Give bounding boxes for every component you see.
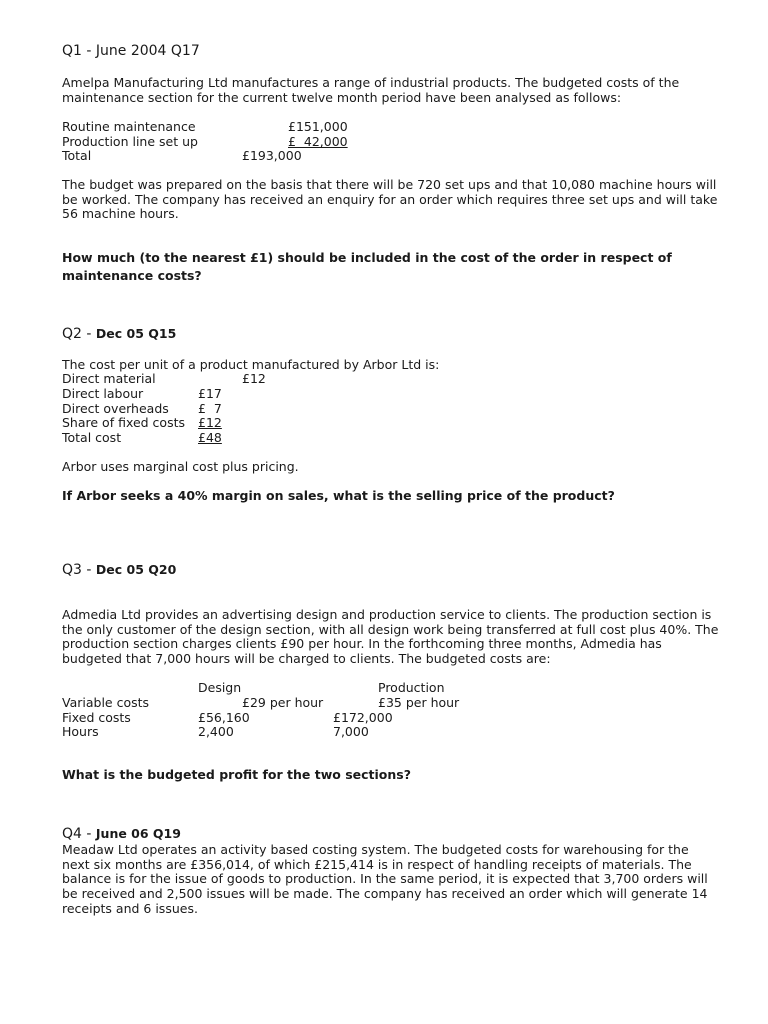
q1-budget-line-2: be worked. The company has received an enquiry for an order which requires three set ups and will take (62, 192, 718, 207)
q3-question: What is the budgeted profit for the two sections? (62, 767, 411, 782)
q3-row-production: £35 per hour (378, 695, 460, 710)
q1-row-label: Routine maintenance (62, 119, 196, 134)
q1-intro-line-1: Amelpa Manufacturing Ltd manufactures a range of industrial products. The budgeted costs of the (62, 75, 680, 90)
q4-body-line-3: balance is for the issue of goods to production. In the same period, it is expected that 3,700 orders will (62, 871, 708, 886)
q1-question-line-2: maintenance costs? (62, 268, 202, 283)
q3-heading-ref: Dec 05 Q20 (95, 562, 177, 577)
q1-row-value: £151,000 (288, 119, 348, 134)
q1-row-label: Production line set up (62, 134, 198, 149)
q1-heading: Q1 - June 2004 Q17 (62, 43, 200, 59)
q1-budget-line-1: The budget was prepared on the basis that there will be 720 set ups and that 10,080 machine hours will (62, 177, 717, 192)
q3-heading (62, 563, 176, 578)
q4-body-line-4: be received and 2,500 issues will be made. The company has received an order which will generate 14 (62, 886, 708, 901)
q1-row-value: £193,000 (242, 148, 302, 163)
q2-row-label: Total cost (62, 430, 122, 445)
q3-col-production: Production (378, 680, 445, 695)
q1-row-value: £ 42,000 (288, 134, 348, 149)
q2-heading-prefix: Q2 - (62, 326, 96, 342)
q2-row-value: £17 (198, 386, 222, 401)
q3-col-design: Design (198, 680, 242, 695)
q3-intro-line-2: the only customer of the design section, with all design work being transferred at full cost plus 40%. The (62, 622, 719, 637)
q4-body-line-5: receipts and 6 issues. (62, 901, 198, 916)
q3-intro-line-3: production section charges clients £90 per hour. In the forthcoming three months, Admedia has (62, 636, 662, 651)
q3-row-label: Variable costs (62, 695, 150, 710)
q3-heading-prefix: Q3 - (62, 562, 96, 578)
q4-heading-prefix: Q4 - (62, 826, 96, 842)
q2-heading-ref: Dec 05 Q15 (95, 326, 177, 341)
q1-question-line-1: How much (to the nearest £1) should be included in the cost of the order in respect of (62, 250, 672, 265)
q3-row-design: £56,160 (198, 710, 250, 725)
q3-row-design: 2,400 (198, 724, 234, 739)
q3-row-production: £172,000 (333, 710, 393, 725)
q2-row-value: £48 (198, 430, 222, 445)
q2-row-label: Direct material (62, 371, 156, 386)
q1-budget-line-3: 56 machine hours. (62, 206, 179, 221)
q3-row-design: £29 per hour (242, 695, 324, 710)
q3-intro-line-1: Admedia Ltd provides an advertising design and production service to clients. The production section is (62, 607, 712, 622)
q2-row-value: £12 (198, 415, 222, 430)
q2-question: If Arbor seeks a 40% margin on sales, what is the selling price of the product? (62, 488, 615, 503)
q1-intro-line-2: maintenance section for the current twelve month period have been analysed as follows: (62, 90, 622, 105)
q2-intro: The cost per unit of a product manufactured by Arbor Ltd is: (62, 357, 440, 372)
q2-pricing-note: Arbor uses marginal cost plus pricing. (62, 459, 299, 474)
q4-body-line-2: next six months are £356,014, of which £215,414 is in respect of handling receipts of materials. The (62, 857, 692, 872)
q3-row-label: Hours (62, 724, 99, 739)
q2-heading (62, 327, 176, 342)
q2-row-label: Share of fixed costs (62, 415, 185, 430)
q3-intro-line-4: budgeted that 7,000 hours will be charged to clients. The budgeted costs are: (62, 651, 551, 666)
q2-row-value: £12 (242, 371, 266, 386)
q3-row-label: Fixed costs (62, 710, 131, 725)
q2-row-label: Direct overheads (62, 401, 169, 416)
q4-heading (62, 827, 181, 842)
q2-row-label: Direct labour (62, 386, 144, 401)
q1-row-label: Total (62, 148, 92, 163)
q4-heading-ref: June 06 Q19 (95, 826, 181, 841)
q4-body-line-1: Meadaw Ltd operates an activity based costing system. The budgeted costs for warehousing for the (62, 842, 689, 857)
q2-row-value: £ 7 (198, 401, 222, 416)
q3-row-production: 7,000 (333, 724, 369, 739)
